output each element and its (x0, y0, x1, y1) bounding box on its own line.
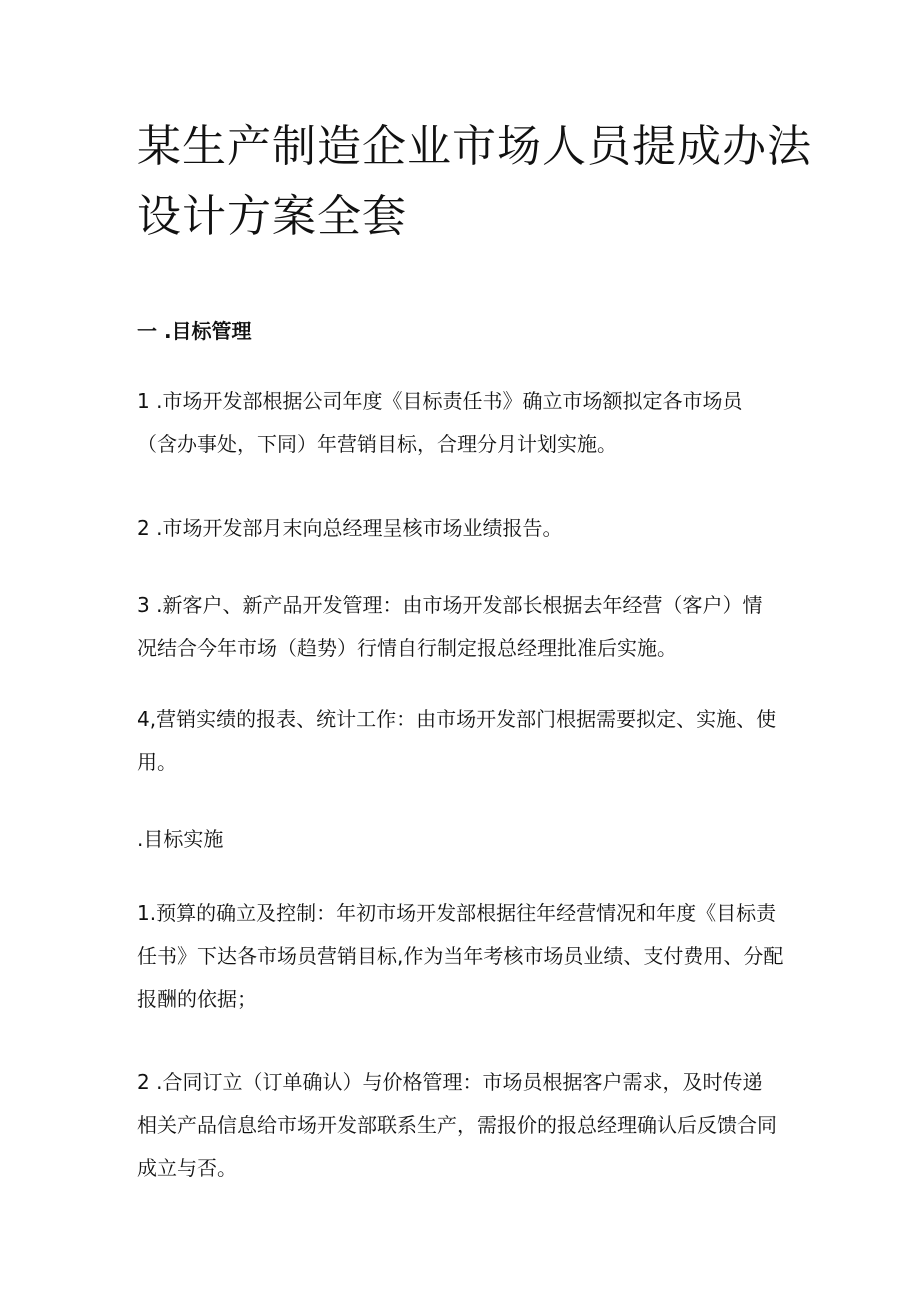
section-heading-text: .目标实施 (137, 827, 224, 851)
section-heading-goal-implementation (137, 818, 797, 861)
paragraph-line: 报酬的依据； (137, 987, 257, 1011)
paragraph-implementation-1 (137, 892, 797, 1021)
paragraph-line: 用。 (137, 750, 177, 774)
paragraph-item-1 (137, 380, 797, 466)
title-line-2: 设计方案全套 (137, 191, 407, 242)
paragraph-implementation-2 (137, 1061, 797, 1190)
section-heading-text: 一 .目标管理 (137, 319, 252, 343)
document-title (137, 112, 837, 252)
paragraph-line: 1 .市场开发部根据公司年度《目标责任书》确立市场额拟定各市场员 (137, 389, 743, 413)
paragraph-line: 3 .新客户、新产品开发管理：由市场开发部长根据去年经营（客户）情 (137, 593, 763, 617)
paragraph-line: 相关产品信息给市场开发部联系生产，需报价的报总经理确认后反馈合同 (137, 1113, 777, 1137)
paragraph-item-4 (137, 698, 797, 784)
paragraph-item-2 (137, 507, 797, 550)
paragraph-line: 任书》下达各市场员营销目标,作为当年考核市场员业绩、支付费用、分配 (137, 944, 784, 968)
paragraph-line: 成立与否。 (137, 1156, 237, 1180)
paragraph-line: 2 .合同订立（订单确认）与价格管理：市场员根据客户需求，及时传递 (137, 1070, 763, 1094)
paragraph-item-3 (137, 584, 797, 670)
paragraph-line: 况结合今年市场（趋势）行情自行制定报总经理批准后实施。 (137, 636, 677, 660)
paragraph-line: 2 .市场开发部月末向总经理呈核市场业绩报告。 (137, 516, 563, 540)
paragraph-line: 4,营销实绩的报表、统计工作：由市场开发部门根据需要拟定、实施、使 (137, 707, 777, 731)
title-line-1: 某生产制造企业市场人员提成办法 (137, 121, 812, 172)
section-heading-goal-management (137, 310, 797, 353)
paragraph-line: 1.预算的确立及控制：年初市场开发部根据往年经营情况和年度《目标责 (137, 901, 777, 925)
paragraph-line: （含办事处，下同）年营销目标，合理分月计划实施。 (137, 432, 617, 456)
